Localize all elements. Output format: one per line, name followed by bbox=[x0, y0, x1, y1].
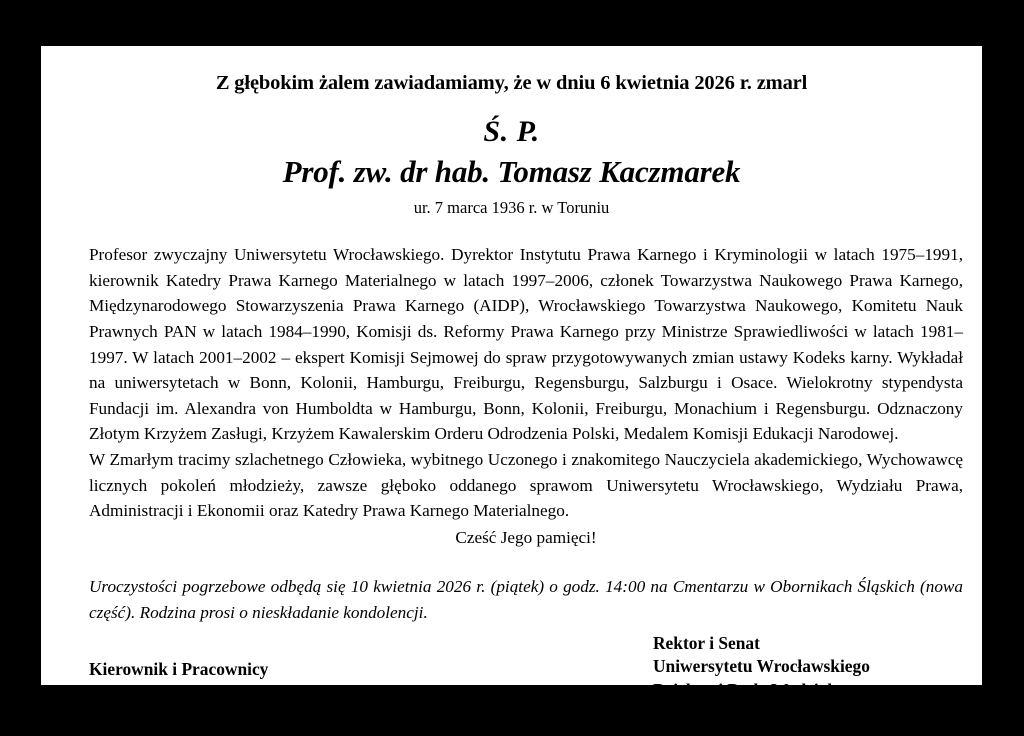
signature-block-university bbox=[653, 632, 898, 726]
homage-line: Cześć Jego pamięci! bbox=[455, 527, 597, 547]
honorific-sp: Ś. P. bbox=[483, 114, 540, 148]
obituary-sheet bbox=[41, 46, 982, 724]
funeral-details-paragraph: Uroczystości pogrzebowe odbędą się 10 kwietnia 2026 r. (piątek) o godz. 14:00 na Cmentarzu w Obornikach Śląskich (nowa część). Rodzina prosi o nieskładanie kondolencji. bbox=[89, 577, 963, 622]
signature-area bbox=[41, 632, 982, 736]
signature-right-line-4: Prawa, Administracji i Ekonomii bbox=[653, 703, 899, 724]
announcement-line: Z głębokim żalem zawiadamiamy, że w dniu 6 kwietnia 2026 r. zmarl bbox=[215, 72, 808, 94]
signature-right-line-2: Uniwersytetu Wrocławskiego bbox=[653, 656, 870, 677]
signature-block-department bbox=[89, 658, 376, 705]
deceased-name: Prof. zw. dr hab. Tomasz Kaczmarek bbox=[282, 153, 741, 189]
obituary-header bbox=[41, 46, 982, 218]
birth-details: ur. 7 marca 1936 r. w Toruniu bbox=[413, 198, 610, 218]
signature-left-line-2: Katedry Prawa Karnego Materialnego bbox=[89, 682, 377, 703]
signature-left-line-1: Kierownik i Pracownicy bbox=[89, 658, 269, 679]
biography-paragraph: Profesor zwyczajny Uniwersytetu Wrocławskiego. Dyrektor Instytutu Prawa Karnego i Kryminologii w latach 1975–1991, kierownik Katedry Prawa Karnego Materialnego w latach 1997–2006, członek Towarzystwa Naukowego Prawa Karnego, Międzynarodowego Stowarzyszenia Prawa Karnego (AIDP), Wrocławskiego Towarzystwa Naukowego, Komitetu Nauk Prawnych PAN w latach 1984–1990, Komisji ds. Reformy Prawa Karnego przy Ministrze Sprawiedliwości w latach 1981–1997. W latach 2001–2002 – ekspert Komisji Sejmowej do spraw przygotowywanych zmian ustawy Kodeks karny. Wykładał na uniwersytetach w Bonn, Kolonii, Hamburgu, Freiburgu, Regensburgu, Salzburgu i Osace. Wielokrotny stypendysta Fundacji im. Alexandra von Humboldta w Hamburgu, Bonn, Kolonii, Freiburgu, Monachium i Regensburgu. Odznaczony Złotym Krzyżem Zasługi, Krzyżem Kawalerskim Orderu Odrodzenia Polski, Medalem Komisji Edukacji Narodowej. bbox=[89, 245, 963, 444]
signature-right-line-1: Rektor i Senat bbox=[653, 632, 760, 653]
signature-right-line-3: Dziekan i Rada Wydziału bbox=[653, 679, 842, 700]
tribute-paragraph: W Zmarłym tracimy szlachetnego Człowieka, wybitnego Uczonego i znakomitego Nauczyciela akademickiego, Wychowawcę licznych pokoleń młodzieży, zawsze głęboko oddanego sprawom Uniwersytetu Wrocławskiego, Wydziału Prawa, Administracji i Ekonomii oraz Katedry Prawa Karnego Materialnego. bbox=[89, 450, 963, 521]
obituary-body bbox=[41, 242, 982, 625]
